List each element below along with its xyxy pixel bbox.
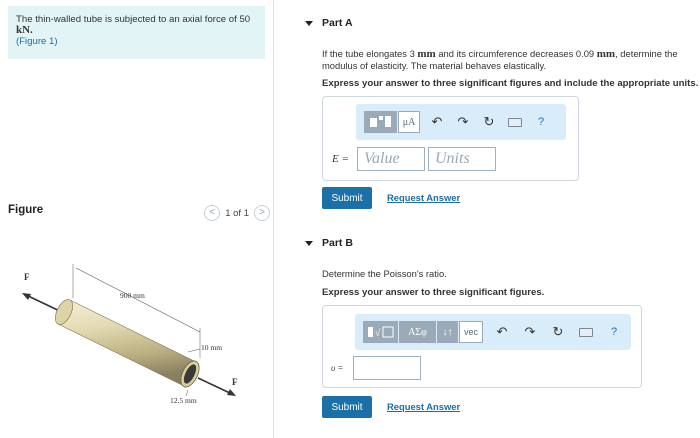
figure-pager xyxy=(204,203,270,223)
part-b-submit-button[interactable]: Submit xyxy=(322,396,372,418)
redo-icon[interactable]: ↷ xyxy=(457,114,469,129)
part-b-request-answer-link[interactable]: Request Answer xyxy=(387,401,461,412)
part-a-collapse-icon[interactable] xyxy=(305,21,313,26)
vector-button[interactable]: vec xyxy=(459,321,483,343)
redo-icon[interactable]: ↷ xyxy=(524,324,536,339)
next-figure-button[interactable]: > xyxy=(254,205,270,221)
prev-figure-button[interactable]: < xyxy=(204,205,220,221)
figure-link[interactable]: (Figure 1) xyxy=(16,36,58,47)
figure-title: Figure xyxy=(8,204,44,216)
value-input[interactable]: Value xyxy=(357,147,425,171)
part-b-instruction: Express your answer to three significant figures. xyxy=(322,287,545,298)
part-a-title[interactable]: Part A xyxy=(322,17,353,29)
svg-text:√: √ xyxy=(374,328,380,339)
sqrt-template-icon[interactable] xyxy=(363,321,399,343)
left-panel xyxy=(0,0,273,438)
part-a-question xyxy=(322,48,692,71)
part-a-question-text-2: and its circumference decreases 0.09 xyxy=(435,48,597,59)
part-a-question-text-1: If the tube elongates 3 xyxy=(322,48,418,59)
help-icon[interactable]: ? xyxy=(610,326,618,338)
keyboard-icon[interactable] xyxy=(575,321,597,343)
part-a-toolbar xyxy=(356,104,566,140)
reset-icon[interactable]: ↻ xyxy=(483,114,495,129)
problem-unit: kN. xyxy=(16,24,33,36)
poisson-ratio-input[interactable] xyxy=(353,356,421,380)
force-label-right: F xyxy=(232,377,238,387)
force-label-left: F xyxy=(24,272,30,282)
problem-text: The thin-walled tube is subjected to an axial force of 50 xyxy=(16,14,251,25)
units-input[interactable]: Units xyxy=(428,147,496,171)
keyboard-icon[interactable] xyxy=(504,111,526,133)
part-b-template-group xyxy=(363,321,483,343)
reset-icon[interactable]: ↻ xyxy=(552,324,564,339)
greek-symbols-button[interactable]: ΑΣφ xyxy=(399,321,437,343)
part-b-question: Determine the Poisson's ratio. xyxy=(322,268,447,279)
part-a-question-text-4: modulus of elasticity. The material behaves elastically. xyxy=(322,60,547,71)
part-b-collapse-icon[interactable] xyxy=(305,241,313,246)
thickness-label: 10 mm xyxy=(201,343,223,352)
problem-statement xyxy=(8,6,265,59)
figure-count: 1 of 1 xyxy=(225,207,249,219)
part-b-title[interactable]: Part B xyxy=(322,237,353,249)
part-a-request-answer-link[interactable]: Request Answer xyxy=(387,192,461,203)
part-b-toolbar xyxy=(355,314,631,350)
part-a-template-group xyxy=(364,111,420,133)
figure-header xyxy=(8,203,270,223)
part-b-var-label: υ = xyxy=(331,363,344,373)
tube-figure xyxy=(18,252,268,412)
units-button[interactable]: μA xyxy=(398,111,420,133)
length-label: 900 mm xyxy=(120,291,145,300)
help-icon[interactable]: ? xyxy=(537,116,545,128)
panel-divider xyxy=(273,0,274,438)
undo-icon[interactable]: ↶ xyxy=(431,114,443,129)
part-a-question-text-3: , determine the xyxy=(615,48,678,59)
part-a-submit-button[interactable]: Submit xyxy=(322,187,372,209)
template-icon[interactable] xyxy=(364,111,398,133)
subscript-button[interactable]: ↓↑ xyxy=(437,321,459,343)
undo-icon[interactable]: ↶ xyxy=(496,324,508,339)
part-a-var-label: E = xyxy=(332,153,349,165)
part-a-math-1: mm xyxy=(417,48,436,60)
diameter-label: 12.5 mm xyxy=(170,396,197,405)
part-a-instruction: Express your answer to three significant figures and include the appropriate units. xyxy=(322,78,699,89)
part-a-math-2: mm xyxy=(596,48,616,60)
